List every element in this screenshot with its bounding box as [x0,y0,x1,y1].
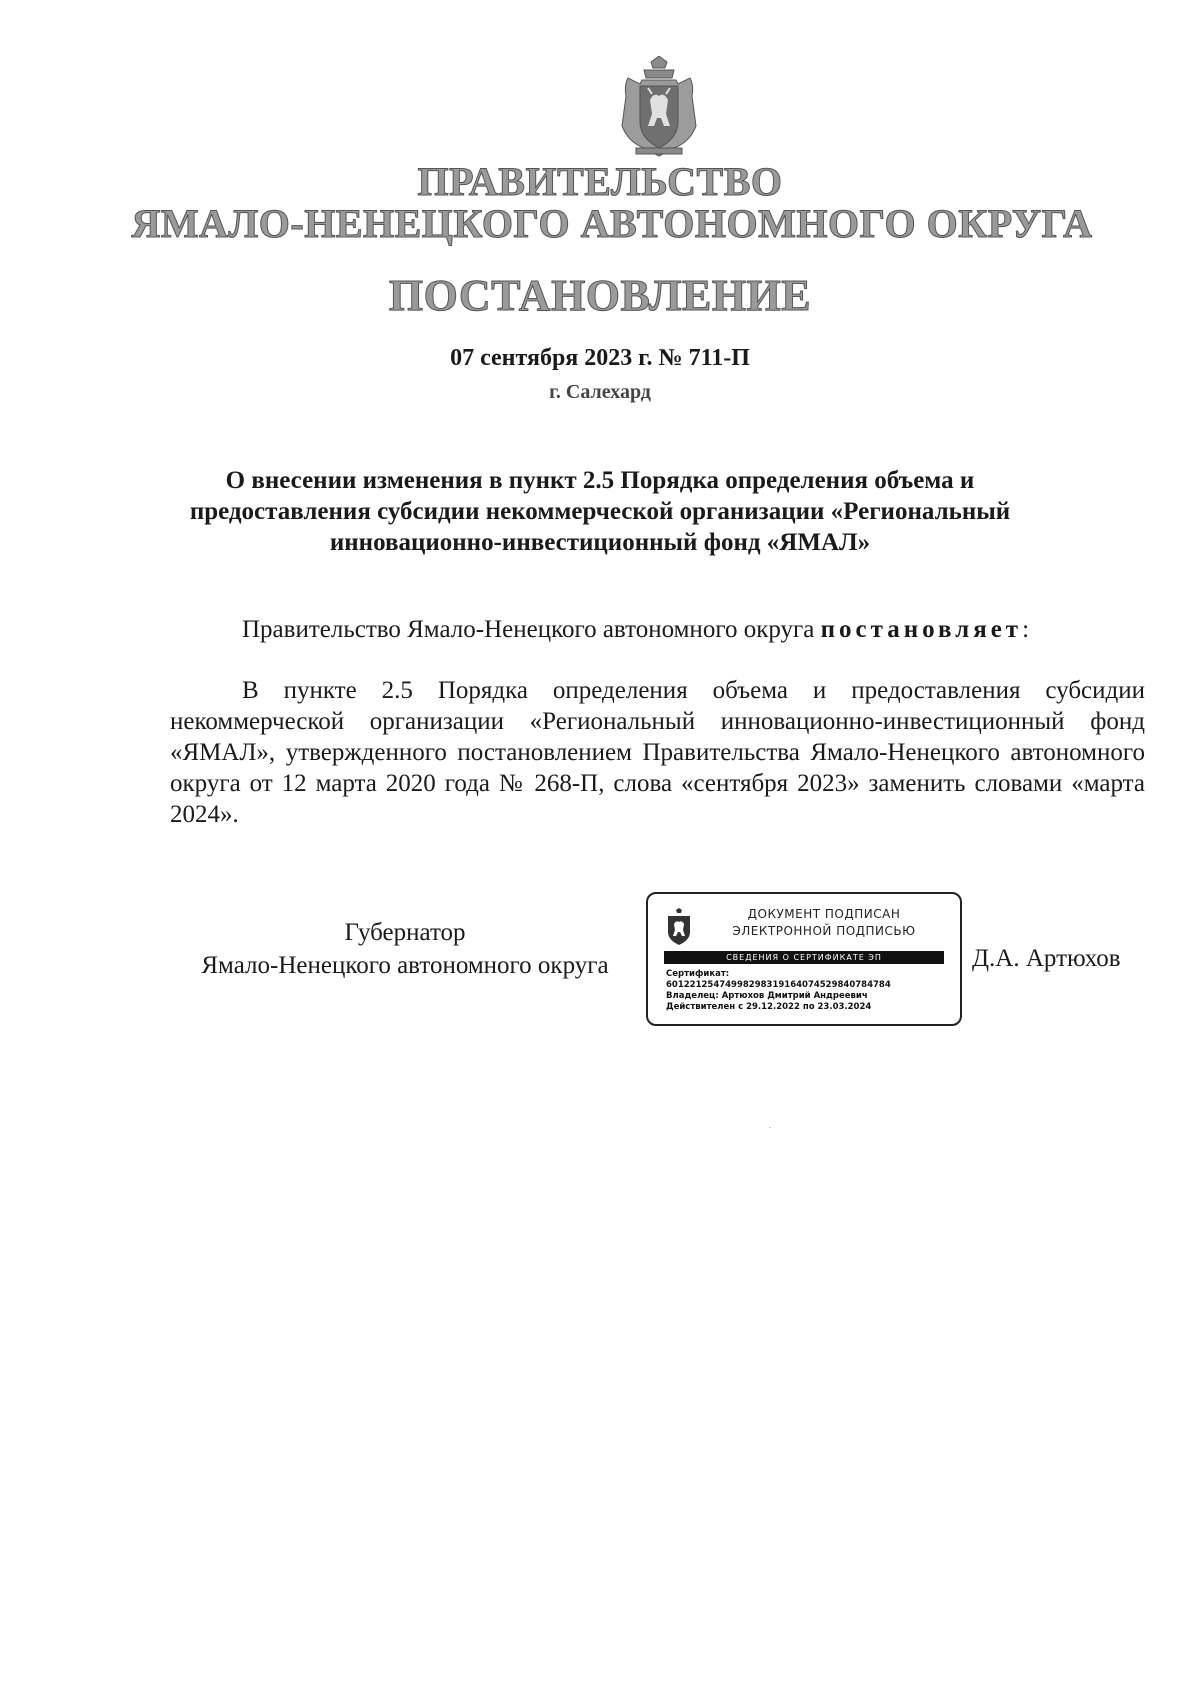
scan-speck [769,1127,771,1128]
stamp-line1: ДОКУМЕНТ ПОДПИСАН [747,907,901,921]
government-title: ПРАВИТЕЛЬСТВО [417,159,783,204]
intro-text: Правительство Ямало-Ненецкого автономного округа [242,616,821,643]
document-title: О внесении изменения в пункт 2.5 Порядка определения объема и предоставления субсидии некоммерческой организации «Региональный инновационно-инвестиционный фонд «ЯМАЛ» [189,467,1011,556]
stamp-valid: Действителен с 29.12.2022 по 23.03.2024 [666,1002,872,1012]
electronic-signature-stamp [646,892,962,1026]
coat-of-arms-icon [664,908,694,946]
body-paragraph: В пункте 2.5 Порядка определения объема и предоставления субсидии некоммерческой организации «Региональный инновационно-инвестиционный фонд «ЯМАЛ», утвержденного постановлением Правительства Ямало-Ненецкого автономного округа от 12 марта 2020 года № 268-П, слова «сентября 2023» заменить словами «марта 2024». [170,677,1145,828]
stamp-header [704,906,944,940]
stamp-certificate-bar: СВЕДЕНИЯ О СЕРТИФИКАТЕ ЭП [664,951,944,964]
stamp-owner: Владелец: Артюхов Дмитрий Андреевич [666,991,868,1001]
stamp-cert-number: 601221254749982983191640745298407847​84 [666,980,891,990]
stamp-certificate-details [666,969,891,1013]
stamp-cert-label: Сертификат: [666,969,730,979]
document-type: ПОСТАНОВЛЕНИЕ [388,271,812,320]
signer-name: Д.А. Артюхов [972,945,1121,972]
document-city: г. Салехард [549,381,651,403]
coat-of-arms-icon [618,56,700,158]
intro-colon: : [1022,616,1030,643]
intro-emphasis: постановляет [820,616,1023,643]
document-date-number: 07 сентября 2023 г. № 711-П [450,345,750,371]
intro-paragraph [170,614,1145,645]
signer-position-line1: Губернатор [344,919,466,946]
signer-position-line2: Ямало-Ненецкого автономного округа [201,952,609,979]
government-region: ЯМАЛО-НЕНЕЦКОГО АВТОНОМНОГО ОКРУГА [131,201,1093,246]
signer-position [170,916,640,982]
stamp-line2: ЭЛЕКТРОННОЙ ПОДПИСЬЮ [732,924,916,938]
